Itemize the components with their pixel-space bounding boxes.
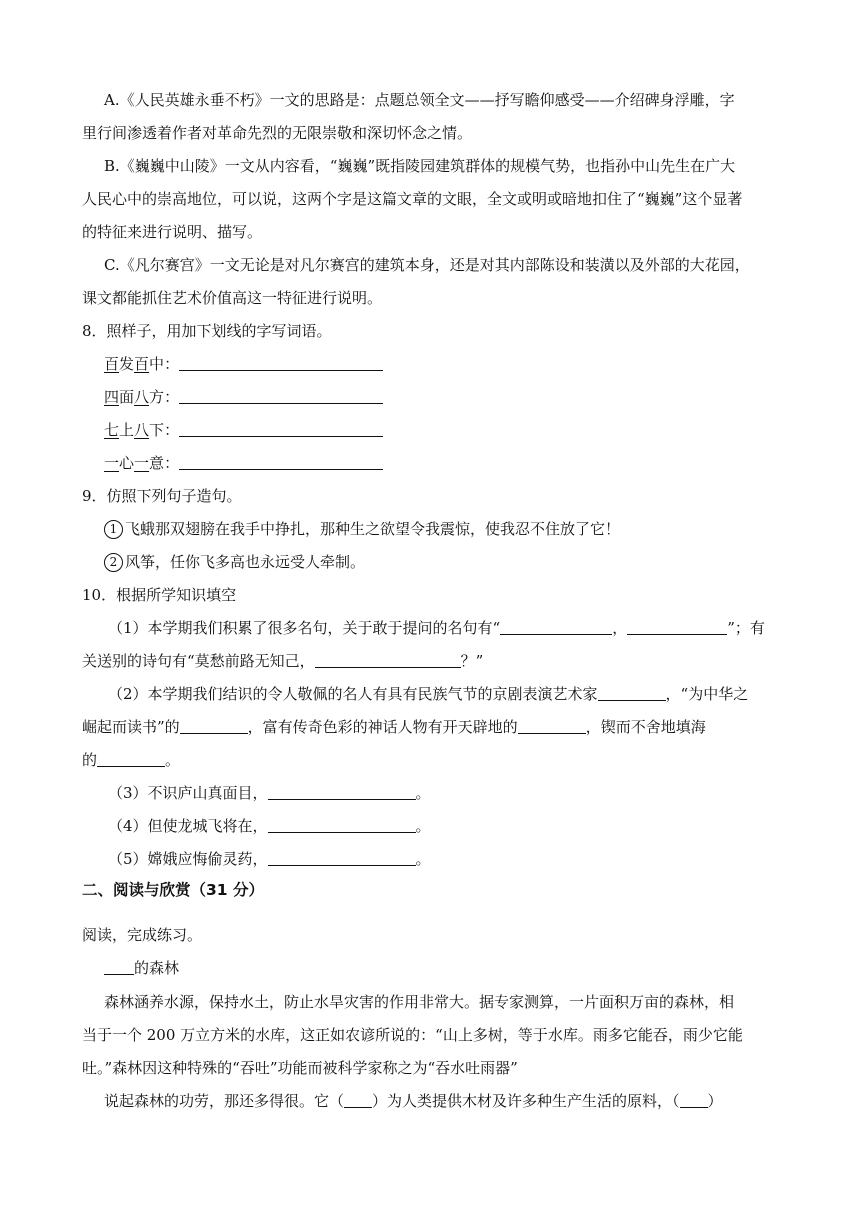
- answer-blank[interactable]: [179, 420, 383, 437]
- q8-item-4: 一心一意：: [82, 447, 782, 480]
- answer-blank[interactable]: [180, 717, 248, 734]
- answer-blank[interactable]: [598, 684, 666, 701]
- q7-option-b-line3: 的特征来进行说明、描写。: [82, 223, 263, 241]
- title-blank[interactable]: [104, 958, 134, 975]
- q10-part1-line2: 关送别的诗句有“莫愁前路无知己， ？”: [82, 652, 484, 670]
- q10-title: 10．根据所学知识填空: [82, 586, 237, 604]
- q8-item-1: 百发百中：: [82, 348, 782, 381]
- answer-blank[interactable]: [268, 816, 416, 833]
- q7-option-a-line1: A.《人民英雄永垂不朽》一文的思路是：点题总领全文——抒写瞻仰感受——介绍碑身浮雕，字: [104, 91, 735, 109]
- q7-option-c-line1: C.《凡尔赛宫》一文无论是对凡尔赛宫的建筑本身，还是对其内部陈设和装潢以及外部的大花园，: [104, 256, 750, 274]
- answer-blank[interactable]: [500, 618, 612, 635]
- answer-blank[interactable]: [268, 849, 416, 866]
- answer-blank[interactable]: [179, 387, 383, 404]
- passage-title: 的森林: [82, 950, 782, 986]
- q10-part5: （5）嫦娥应悔偷灵药， 。: [108, 850, 431, 868]
- answer-blank[interactable]: [268, 783, 416, 800]
- q9-title: 9．仿照下列句子造句。: [82, 487, 242, 505]
- answer-blank[interactable]: [680, 1091, 708, 1108]
- q8-underlined-char: 八: [134, 421, 150, 439]
- q7-option-c-line2: 课文都能抓住艺术价值高这一特征进行说明。: [82, 289, 383, 307]
- passage-para1-line1: 森林涵养水源，保持水土，防止水旱灾害的作用非常大。据专家测算，一片面积万亩的森林，相: [104, 992, 735, 1011]
- q8-item-3: 七上八下：: [82, 414, 782, 447]
- q9-sentence-2: 2 风筝，任你飞多高也永远受人牵制。: [82, 546, 782, 579]
- q10-part4: （4）但使龙城飞将在， 。: [108, 817, 431, 835]
- q7-option-a-line2: 里行间渗透着作者对革命先烈的无限崇敬和深切怀念之情。: [82, 124, 473, 142]
- passage-para2-line1: 说起森林的功劳，那还多得很。它（ ）为人类提供木材及许多种生产生活的原料，（ ）: [104, 1091, 723, 1110]
- q10-part2-line1: （2）本学期我们结识的令人敬佩的名人有具有民族气节的京剧表演艺术家 ，“为中华之: [108, 685, 749, 703]
- answer-blank[interactable]: [179, 453, 383, 470]
- circled-number: 2: [104, 553, 123, 572]
- answer-blank[interactable]: [627, 618, 727, 635]
- section-heading: 二、阅读与欣赏（31 分）: [82, 881, 264, 899]
- q10-part3: （3）不识庐山真面目， 。: [108, 784, 431, 802]
- q10-part1-line1: （1）本学期我们积累了很多名句，关于敢于提问的名句有“ ， ”；有: [108, 619, 765, 637]
- q8-underlined-char: 百: [104, 355, 120, 373]
- answer-blank[interactable]: [315, 651, 461, 668]
- q8-underlined-char: 一: [104, 454, 120, 472]
- q8-underlined-char: 百: [134, 355, 150, 373]
- q7-option-b-line2: 人民心中的崇高地位，可以说，这两个字是这篇文章的文眼，全文或明或暗地扣住了“巍巍”这个显著: [82, 190, 743, 208]
- answer-blank[interactable]: [179, 354, 383, 371]
- q8-underlined-char: 一: [134, 454, 150, 472]
- q8-underlined-char: 八: [134, 388, 150, 406]
- reading-intro: 阅读，完成练习。: [82, 925, 203, 944]
- passage-para1-line2: 当于一个 200 万立方米的水库，这正如农谚所说的：“山上多树，等于水库。雨多它能吞，雨少它能: [82, 1025, 743, 1044]
- q8-underlined-char: 四: [104, 388, 120, 406]
- q8-item-2: 四面八方：: [82, 381, 782, 414]
- q8-title: 8．照样子，用加下划线的字写词语。: [82, 322, 332, 340]
- q9-sentence-1: 1 飞蛾那双翅膀在我手中挣扎，那种生之欲望令我震惊，使我忍不住放了它！: [82, 513, 782, 546]
- passage-para1-line3: 吐。”森林因这种特殊的“吞吐”功能而被科学家称之为“吞水吐雨器”: [82, 1058, 518, 1077]
- q8-underlined-char: 七: [104, 421, 120, 439]
- document-page: [82, 84, 782, 1118]
- circled-number: 1: [104, 520, 123, 539]
- answer-blank[interactable]: [518, 717, 586, 734]
- q10-part2-line3: 的 。: [82, 751, 181, 769]
- answer-blank[interactable]: [97, 750, 165, 767]
- q7-option-b-line1: B.《巍巍中山陵》一文从内容看，“巍巍”既指陵园建筑群体的规模气势，也指孙中山先生在广大: [104, 157, 736, 175]
- q10-part2-line2: 崛起而读书”的 ，富有传奇色彩的神话人物有开天辟地的 ，锲而不舍地填海: [82, 718, 706, 736]
- answer-blank[interactable]: [344, 1091, 372, 1108]
